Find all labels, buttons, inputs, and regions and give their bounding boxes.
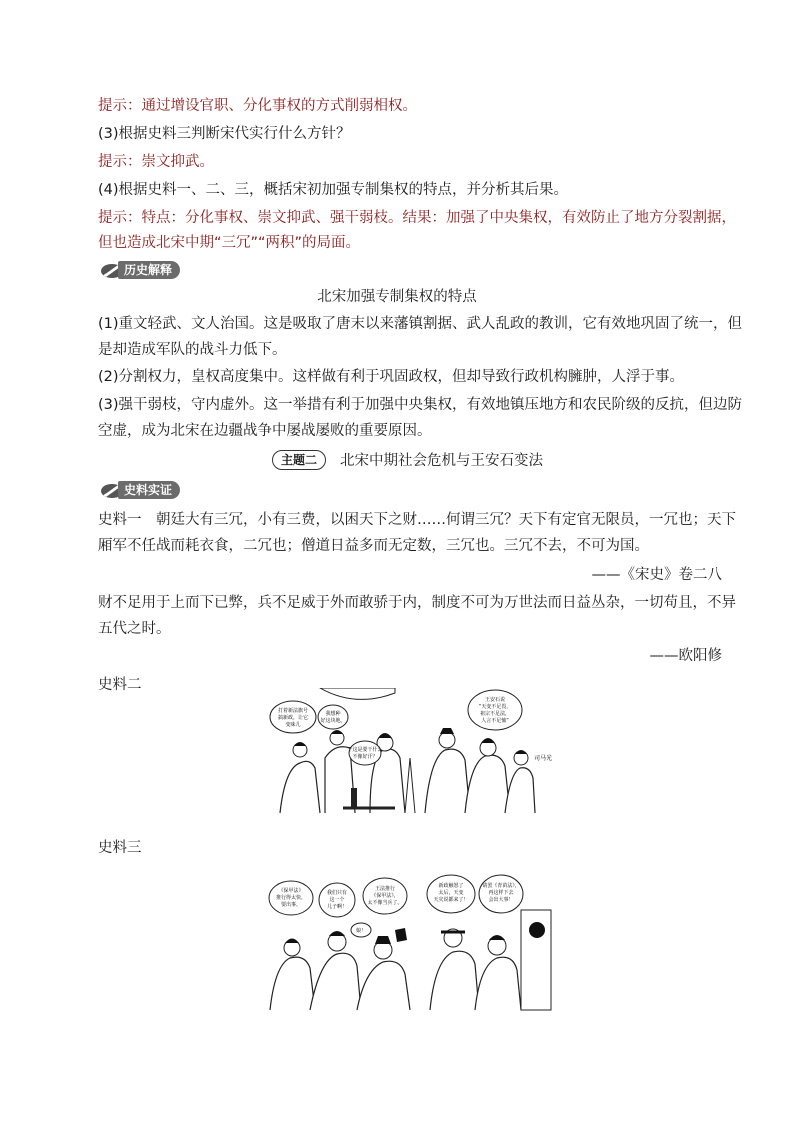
cartoon-source3 xyxy=(265,870,555,1012)
explain-p2: (2)分割权力，皇权高度集中。这样做有利于巩固政权，但却导致行政机构臃肿，人浮于事。 xyxy=(98,369,685,385)
bubble-text: 搞新政，让它 xyxy=(277,715,309,721)
bubble-text: 会出大事！ xyxy=(488,897,514,903)
bubble-text: 干这是要干什么 xyxy=(347,747,383,753)
source1b-citation: ——欧阳修 xyxy=(649,648,722,664)
topic-heading xyxy=(272,449,543,470)
source1-line2: 厢军不任战而耗衣食，二冗也；僧道日益多而无定数，三冗也。三冗不去，不可为国。 xyxy=(98,538,649,554)
section-badge-evidence xyxy=(100,480,180,500)
bubble-text: 推行得太快， xyxy=(275,895,307,901)
section-badge-history-explain xyxy=(100,260,180,280)
bubble-text: 再这样下去 xyxy=(488,890,514,896)
bubble-text: 好这块地。 xyxy=(320,718,346,724)
bubble-text: 打着新法旗号 xyxy=(277,708,309,714)
bubble-text: 变味儿 xyxy=(285,722,301,728)
bubble-text: 请罢《青苗法》， xyxy=(482,883,520,889)
cartoon-caption: 司马光 xyxy=(533,755,553,762)
source1b-line1: 财不足用于上而下已弊，兵不足威于外而敢骄于内，制度不可为万世法而日益丛杂，一切苟且，不异 xyxy=(98,595,736,611)
explain-p3-line2: 空虚，成为北宋在边疆战争中屡战屡败的重要原因。 xyxy=(98,423,432,439)
bubble-text: 太不像当兵了。 xyxy=(367,900,403,906)
bubble-text: 太后，天变 xyxy=(438,890,464,896)
cartoon-left-panel xyxy=(269,878,410,1010)
bubble-text: 新政触怒了 xyxy=(438,883,464,889)
hint-4-line2: 但也造成北宋中期“三冗”“两积”的局面。 xyxy=(98,235,361,251)
bubble-text: 祖宗不足法， xyxy=(479,711,511,717)
source1-line1: 史料一 朝廷大有三冗，小有三费，以困天下之财……何谓三冗？天下有定官无限员，一冗也；天下 xyxy=(98,512,736,528)
hint-3: 提示：崇文抑武。 xyxy=(98,154,214,170)
bubble-text: 儿子啊！ xyxy=(326,904,348,910)
hint-1: 提示：通过增设官职、分化事权的方式削弱相权。 xyxy=(98,98,417,114)
topic-title: 北宋中期社会危机与王安石变法 xyxy=(340,453,544,469)
bubble-text: 天灾说都来了！ xyxy=(433,897,469,903)
question-4: (4)根据史料一、二、三，概括宋初加强专制集权的特点，并分析其后果。 xyxy=(98,182,569,198)
bubble-text: 人言不足恤” xyxy=(481,718,509,724)
source2-label: 史料二 xyxy=(98,677,142,693)
bubble-text: 《保甲法》 xyxy=(278,888,304,894)
source3-label: 史料三 xyxy=(98,840,142,856)
question-3: (3)根据史料三判断宋代实行什么方针？ xyxy=(98,126,351,142)
section-title: 北宋加强专制集权的特点 xyxy=(317,289,477,305)
cartoon-source2 xyxy=(265,688,555,816)
section-badge-label: 历史解释 xyxy=(118,261,180,279)
bubble-text: “天变不足畏， xyxy=(478,704,512,710)
bubble-text: 《保甲法》， xyxy=(371,893,399,899)
bubble-text: 王法推行 xyxy=(374,886,396,892)
source1b-line2: 五代之时。 xyxy=(98,621,171,637)
hint-4-line1: 提示：特点：分化事权、崇文抑武、强干弱枝。结果：加强了中央集权，有效防止了地方分裂割据， xyxy=(98,210,736,226)
bubble-text: 娘！ xyxy=(355,928,367,934)
bubble-text: 我们只有 xyxy=(326,890,348,896)
bubble-text: 不像好汗？ xyxy=(352,754,378,760)
bubble-text: 王安石说 xyxy=(484,697,506,703)
bubble-text: 这一个 xyxy=(329,897,345,903)
section-badge-label: 史料实证 xyxy=(118,481,180,499)
explain-p1-line2: 是却造成军队的战斗力低下。 xyxy=(98,342,287,358)
explain-p1-line1: (1)重文轻武、文人治国。这是吸取了唐末以来藩镇割据、武人乱政的教训，它有效地巩固了统一，但 xyxy=(98,316,743,332)
topic-pill: 主题二 xyxy=(272,450,326,470)
bubble-text: 我想种 xyxy=(325,711,341,717)
bubble-text: 要出事。 xyxy=(280,902,302,908)
explain-p3-line1: (3)强干弱枝，守内虚外。这一举措有利于加强中央集权，有效地镇压地方和农民阶级的反抗，但边防 xyxy=(98,397,743,413)
source1-citation: ——《宋史》卷二八 xyxy=(591,567,722,583)
